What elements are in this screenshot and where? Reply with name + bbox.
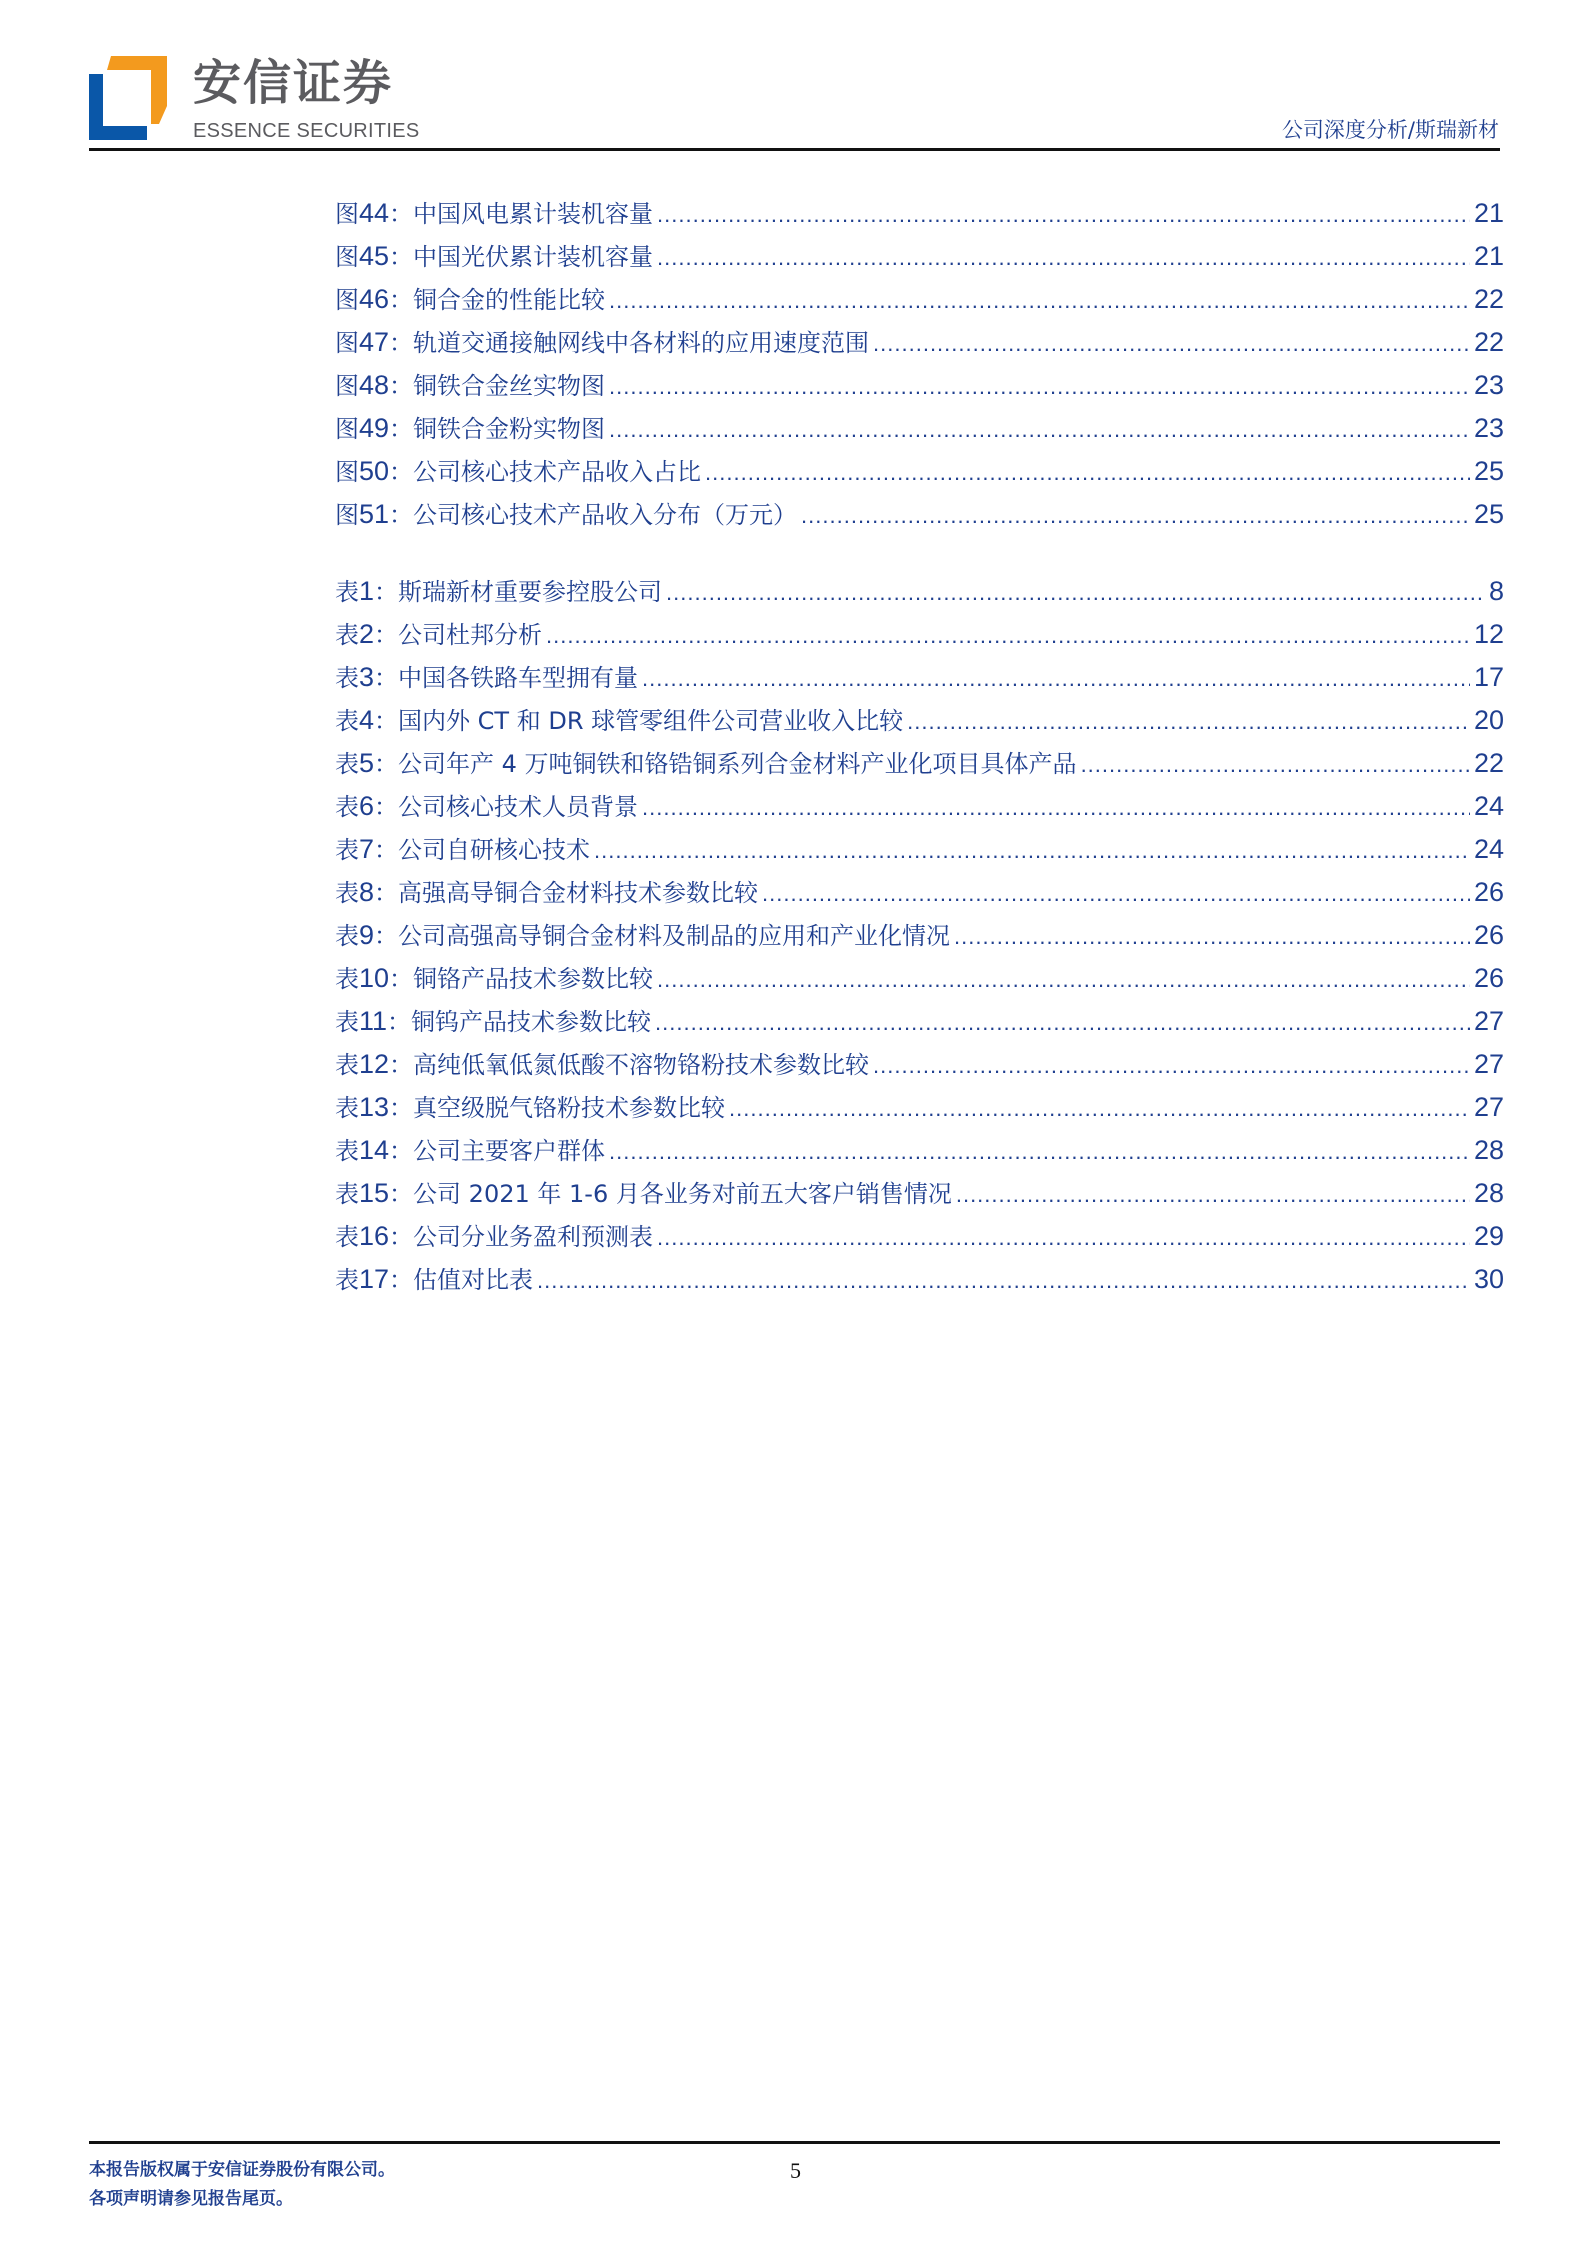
table-label: 表 (335, 664, 359, 692)
table-title: ：公司高强高导铜合金材料及制品的应用和产业化情况 (374, 922, 951, 950)
table-number: 2 (359, 619, 375, 649)
table-page-number[interactable]: 26 (1473, 963, 1504, 993)
table-label: 表 (335, 965, 359, 993)
table-title: ：高纯低氧低氮低酸不溶物铬粉技术参数比较 (389, 1051, 870, 1079)
table-label: 表 (335, 578, 359, 606)
table-number: 15 (359, 1178, 390, 1208)
table-entry[interactable] (335, 1262, 1504, 1305)
table-entry[interactable] (335, 1090, 1504, 1133)
table-label: 表 (335, 707, 359, 735)
table-page-number[interactable]: 28 (1473, 1178, 1504, 1208)
table-title: ：公司自研核心技术 (374, 836, 591, 864)
table-entry[interactable] (335, 875, 1504, 918)
page-number: 5 (790, 2158, 801, 2183)
table-number: 7 (359, 834, 375, 864)
table-page-number[interactable]: 27 (1473, 1006, 1504, 1036)
dot-leader (666, 576, 1485, 610)
dot-leader (657, 1221, 1470, 1255)
table-label: 表 (335, 1223, 359, 1251)
table-title: ：公司 2021 年 1-6 月各业务对前五大客户销售情况 (389, 1180, 952, 1208)
table-entry[interactable] (335, 961, 1504, 1004)
header-divider (89, 148, 1500, 151)
table-number: 12 (359, 1049, 390, 1079)
dot-leader (873, 327, 1470, 361)
figure-page-number[interactable]: 22 (1473, 327, 1504, 357)
table-entry[interactable] (335, 918, 1504, 961)
table-page-number[interactable]: 17 (1473, 662, 1504, 692)
dot-leader (546, 619, 1470, 653)
figure-title: ：公司核心技术产品收入分布（万元） (389, 501, 798, 529)
footer-divider (89, 2141, 1500, 2144)
figure-title: ：中国光伏累计装机容量 (389, 243, 654, 271)
table-page-number[interactable]: 26 (1473, 877, 1504, 907)
figure-label: 图 (335, 501, 359, 529)
table-label: 表 (335, 621, 359, 649)
table-entry[interactable] (335, 660, 1504, 703)
table-title: ：铜钨产品技术参数比较 (387, 1008, 652, 1036)
table-entry[interactable] (335, 1047, 1504, 1090)
table-page-number[interactable]: 30 (1473, 1264, 1504, 1294)
logo-mark-icon (89, 56, 167, 140)
disclaimer-notice: 各项声明请参见报告尾页。 (89, 2189, 293, 2209)
table-page-number[interactable]: 29 (1473, 1221, 1504, 1251)
dot-leader (609, 284, 1470, 318)
dot-leader (655, 1006, 1470, 1040)
figure-label: 图 (335, 415, 359, 443)
table-entry[interactable] (335, 789, 1504, 832)
table-title: ：高强高导铜合金材料技术参数比较 (374, 879, 759, 907)
figure-label: 图 (335, 243, 359, 271)
table-entry[interactable] (335, 746, 1504, 789)
copyright-notice: 本报告版权属于安信证券股份有限公司。 (89, 2160, 395, 2180)
dot-leader (801, 499, 1470, 533)
table-page-number[interactable]: 26 (1473, 920, 1504, 950)
table-page-number[interactable]: 27 (1473, 1092, 1504, 1122)
figure-label: 图 (335, 286, 359, 314)
table-title: ：国内外 CT 和 DR 球管零组件公司营业收入比较 (374, 707, 904, 735)
figure-label: 图 (335, 458, 359, 486)
dot-leader (762, 877, 1470, 911)
dot-leader (642, 791, 1470, 825)
table-page-number[interactable]: 22 (1473, 748, 1504, 778)
table-number: 13 (359, 1092, 390, 1122)
report-type: 公司深度分析/斯瑞新材 (1281, 118, 1499, 142)
figure-title: ：轨道交通接触网线中各材料的应用速度范围 (389, 329, 870, 357)
table-label: 表 (335, 879, 359, 907)
table-number: 16 (359, 1221, 390, 1251)
figure-title: ：中国风电累计装机容量 (389, 200, 654, 228)
dot-leader (537, 1264, 1470, 1298)
table-entry[interactable] (335, 574, 1504, 617)
dot-leader (609, 370, 1470, 404)
dot-leader (657, 241, 1470, 275)
table-number: 1 (359, 576, 375, 606)
table-page-number[interactable]: 24 (1473, 791, 1504, 821)
table-label: 表 (335, 1266, 359, 1294)
dot-leader (907, 705, 1470, 739)
logo-chinese-name: 安信证券 (193, 55, 394, 111)
table-number: 10 (359, 963, 390, 993)
figure-page-number[interactable]: 23 (1473, 413, 1504, 443)
table-page-number[interactable]: 24 (1473, 834, 1504, 864)
dot-leader (657, 963, 1470, 997)
table-label: 表 (335, 793, 359, 821)
table-label: 表 (335, 1051, 359, 1079)
dot-leader (609, 413, 1470, 447)
figure-title: ：铜铁合金粉实物图 (389, 415, 606, 443)
table-page-number[interactable]: 12 (1473, 619, 1504, 649)
table-number: 5 (359, 748, 375, 778)
table-title: ：估值对比表 (389, 1266, 534, 1294)
figure-label: 图 (335, 372, 359, 400)
figure-entry[interactable] (335, 325, 1504, 368)
dot-leader (873, 1049, 1470, 1083)
table-number: 14 (359, 1135, 390, 1165)
dot-leader (642, 662, 1470, 696)
dot-leader (729, 1092, 1470, 1126)
table-number: 6 (359, 791, 375, 821)
figure-title: ：铜合金的性能比较 (389, 286, 606, 314)
figure-number: 44 (359, 198, 390, 228)
figure-list (335, 196, 1504, 540)
figure-number: 47 (359, 327, 390, 357)
table-title: ：中国各铁路车型拥有量 (374, 664, 639, 692)
table-entry[interactable] (335, 832, 1504, 875)
figure-number: 50 (359, 456, 390, 486)
figure-entry[interactable] (335, 196, 1504, 239)
figure-number: 48 (359, 370, 390, 400)
table-list (335, 574, 1504, 1305)
table-label: 表 (335, 836, 359, 864)
dot-leader (609, 1135, 1470, 1169)
table-entry[interactable] (335, 617, 1504, 660)
logo-english-name: ESSENCE SECURITIES (193, 120, 420, 142)
figure-entry[interactable] (335, 497, 1504, 540)
figure-title: ：铜铁合金丝实物图 (389, 372, 606, 400)
dot-leader (1081, 748, 1470, 782)
figure-page-number[interactable]: 25 (1473, 456, 1504, 486)
table-label: 表 (335, 1094, 359, 1122)
table-title: ：公司主要客户群体 (389, 1137, 606, 1165)
table-number: 3 (359, 662, 375, 692)
table-page-number[interactable]: 27 (1473, 1049, 1504, 1079)
table-entry[interactable] (335, 1176, 1504, 1219)
table-page-number[interactable]: 20 (1473, 705, 1504, 735)
figure-label: 图 (335, 200, 359, 228)
table-title: ：公司核心技术人员背景 (374, 793, 639, 821)
figure-entry[interactable] (335, 239, 1504, 282)
figure-label: 图 (335, 329, 359, 357)
table-number: 17 (359, 1264, 390, 1294)
table-page-number[interactable]: 28 (1473, 1135, 1504, 1165)
table-label: 表 (335, 1180, 359, 1208)
figure-entry[interactable] (335, 454, 1504, 497)
figure-title: ：公司核心技术产品收入占比 (389, 458, 702, 486)
table-number: 4 (359, 705, 375, 735)
figure-number: 49 (359, 413, 390, 443)
dot-leader (705, 456, 1470, 490)
table-title: ：公司杜邦分析 (374, 621, 543, 649)
table-entry[interactable] (335, 1133, 1504, 1176)
figure-number: 51 (359, 499, 390, 529)
figure-page-number[interactable]: 21 (1473, 198, 1504, 228)
figure-entry[interactable] (335, 411, 1504, 454)
table-title: ：铜铬产品技术参数比较 (389, 965, 654, 993)
figure-number: 46 (359, 284, 390, 314)
table-label: 表 (335, 922, 359, 950)
table-label: 表 (335, 750, 359, 778)
dot-leader (657, 198, 1470, 232)
dot-leader (594, 834, 1470, 868)
table-number: 11 (359, 1006, 388, 1036)
table-entry[interactable] (335, 1004, 1504, 1047)
table-number: 9 (359, 920, 375, 950)
company-logo (89, 55, 420, 148)
figure-entry[interactable] (335, 282, 1504, 325)
table-title: ：公司分业务盈利预测表 (389, 1223, 654, 1251)
table-label: 表 (335, 1137, 359, 1165)
figure-page-number[interactable]: 22 (1473, 284, 1504, 314)
figure-page-number[interactable]: 21 (1473, 241, 1504, 271)
figure-number: 45 (359, 241, 390, 271)
figure-entry[interactable] (335, 368, 1504, 411)
table-page-number[interactable]: 8 (1488, 576, 1504, 606)
footer-disclaimer (89, 2156, 395, 2214)
figure-page-number[interactable]: 23 (1473, 370, 1504, 400)
table-entry[interactable] (335, 703, 1504, 746)
table-number: 8 (359, 877, 375, 907)
table-title: ：公司年产 4 万吨铜铁和铬锆铜系列合金材料产业化项目具体产品 (374, 750, 1077, 778)
table-entry[interactable] (335, 1219, 1504, 1262)
table-label: 表 (335, 1008, 359, 1036)
dot-leader (954, 920, 1470, 954)
table-title: ：斯瑞新材重要参控股公司 (374, 578, 663, 606)
figure-page-number[interactable]: 25 (1473, 499, 1504, 529)
dot-leader (956, 1178, 1470, 1212)
table-title: ：真空级脱气铬粉技术参数比较 (389, 1094, 726, 1122)
